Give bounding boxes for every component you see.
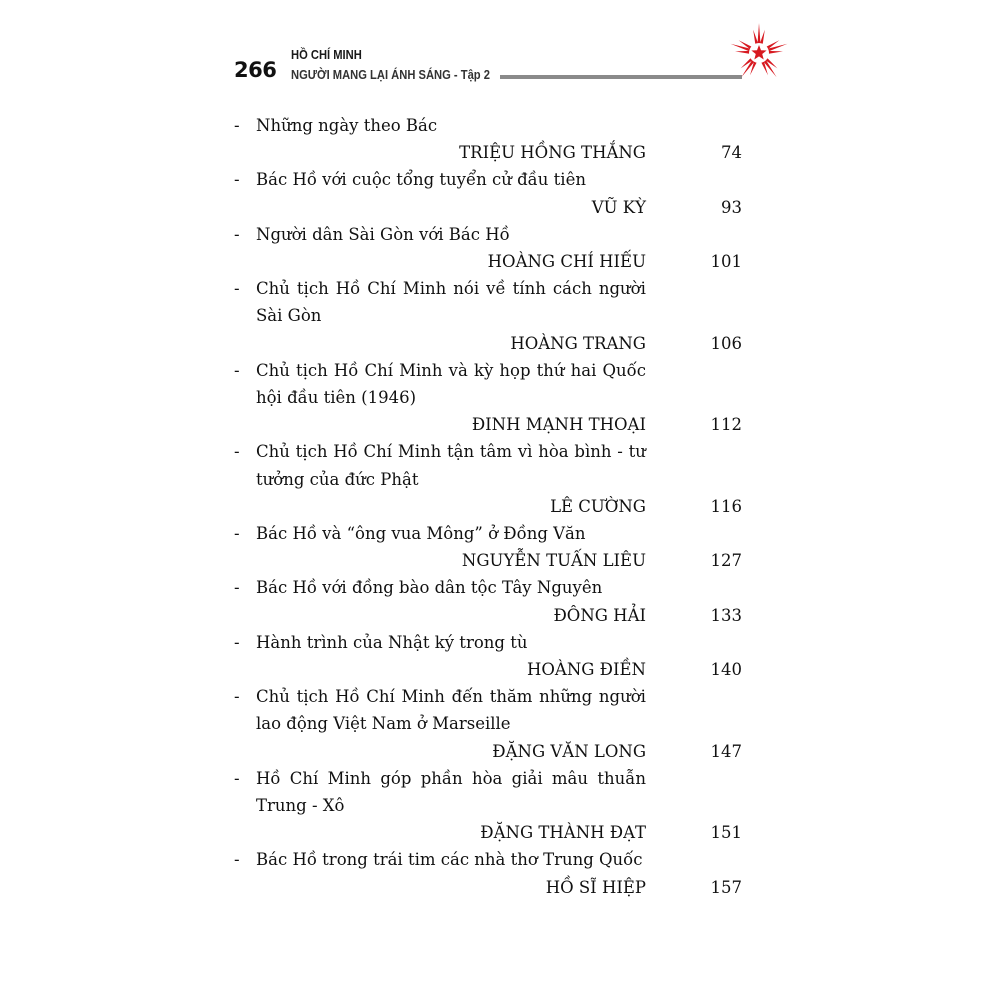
toc-title-word: Chủ xyxy=(256,360,290,380)
toc-entry-author: HOÀNG ĐIỀN xyxy=(526,660,646,679)
toc-title-word: Chí xyxy=(363,442,393,462)
toc-title-word: Hồ xyxy=(333,442,358,462)
toc-entry-page: 106 xyxy=(710,333,742,353)
toc-title-word: Chí xyxy=(367,279,396,299)
toc-entry-author: ĐẶNG VĂN LONG xyxy=(492,741,646,761)
toc-title-word: Chủ xyxy=(256,442,290,462)
toc-title-word: Hồ xyxy=(335,279,361,299)
toc-entry-title xyxy=(256,361,646,381)
toc-title-word: Chí xyxy=(364,360,394,380)
toc-title-word: họp xyxy=(499,360,531,380)
toc-title-word: - xyxy=(617,442,623,462)
toc-title-word: Chí xyxy=(289,768,319,788)
toc-bullet: - xyxy=(234,170,240,190)
toc-bullet: - xyxy=(234,632,240,652)
toc-entry-title: lao động Việt Nam ở Marseille xyxy=(256,714,511,734)
toc-entry-title: tưởng của đức Phật xyxy=(256,469,419,489)
toc-entry-page: 133 xyxy=(710,605,742,625)
toc-title-word: thứ xyxy=(536,360,565,380)
toc-title-word: tịch xyxy=(296,360,328,380)
toc-entry-title xyxy=(256,279,646,299)
toc-title-word: tận xyxy=(447,442,475,462)
toc-entry-author: NGUYỄN TUẤN LIÊU xyxy=(461,551,646,571)
toc-entry-title: Những ngày theo Bác xyxy=(256,116,438,135)
toc-bullet: - xyxy=(234,224,240,244)
toc-title-word: Minh xyxy=(327,768,372,788)
toc-entry-author: TRIỆU HỒNG THẮNG xyxy=(459,143,646,163)
toc-title-word: mâu xyxy=(551,768,589,788)
toc-title-word: thuẫn xyxy=(597,768,646,788)
toc-title-word: Minh xyxy=(397,442,442,462)
toc-entry-author: HOÀNG TRANG xyxy=(510,333,646,353)
toc-title-word: kỳ xyxy=(473,360,494,380)
toc-title-word: góp xyxy=(380,768,412,788)
toc-entry-page: 116 xyxy=(710,496,742,516)
toc-title-word: cách xyxy=(552,279,592,299)
toc-entry-page: 157 xyxy=(710,877,742,897)
toc-title-word: tư xyxy=(628,442,646,462)
toc-entry-page: 93 xyxy=(721,197,742,217)
toc-title-word: người xyxy=(598,687,646,707)
toc-title-word: Chí xyxy=(366,687,395,707)
toc-bullet: - xyxy=(234,442,240,462)
toc-title-word: bình xyxy=(574,442,612,462)
toc-bullet: - xyxy=(234,360,240,380)
toc-bullet: - xyxy=(234,687,240,707)
toc-title-word: người xyxy=(598,279,646,299)
book-subtitle: NGƯỜI MANG LẠI ÁNH SÁNG - Tập 2 xyxy=(291,67,490,82)
toc-title-word: vì xyxy=(517,442,533,462)
page-number: 266 xyxy=(234,58,277,82)
toc-entry-title: Hành trình của Nhật ký trong tù xyxy=(256,632,528,652)
toc-entry-title: Người dân Sài Gòn với Bác Hồ xyxy=(256,224,510,244)
toc-entry-author: LÊ CƯỜNG xyxy=(550,496,646,516)
toc-entry-page: 127 xyxy=(710,551,742,571)
toc-title-word: Chủ xyxy=(256,687,290,707)
toc-entry-page: 112 xyxy=(710,415,742,435)
toc-entry-title: Bác Hồ và “ông vua Mông” ở Đồng Văn xyxy=(256,524,586,543)
toc-title-word: thăm xyxy=(489,687,533,707)
toc-title-word: Hồ xyxy=(256,768,281,788)
toc-title-word: tịch xyxy=(295,442,328,462)
toc-entry-title: Trung - Xô xyxy=(256,796,345,815)
book-title: HỒ CHÍ MINH xyxy=(291,47,362,62)
toc-bullet: - xyxy=(234,116,240,135)
toc-title-word: tịch xyxy=(296,687,329,707)
toc-title-word: Hồ xyxy=(335,687,360,707)
toc-bullet: - xyxy=(234,768,240,788)
toc-entry-page: 140 xyxy=(710,660,742,679)
toc-bullet: - xyxy=(234,850,240,870)
toc-title-word: Quốc xyxy=(602,360,646,380)
toc-entry-author: ĐINH MẠNH THOẠI xyxy=(471,415,646,435)
toc-title-word: nói xyxy=(453,279,480,299)
toc-title-word: những xyxy=(539,687,593,707)
toc-entry-title: Sài Gòn xyxy=(256,306,322,326)
toc-title-word: đến xyxy=(451,687,483,707)
toc-bullet: - xyxy=(234,279,240,299)
toc-title-word: Hồ xyxy=(333,360,359,380)
toc-bullet: - xyxy=(234,578,240,598)
toc-entry-title: Bác Hồ với cuộc tổng tuyển cử đầu tiên xyxy=(256,170,586,190)
toc-title-word: Minh xyxy=(402,279,447,299)
toc-title-word: và xyxy=(448,360,468,380)
toc-title-word: tính xyxy=(512,279,546,299)
toc-bullet: - xyxy=(234,524,240,543)
toc-entry-author: HỒ SĨ HIỆP xyxy=(545,877,646,897)
toc-entry-page: 101 xyxy=(710,252,742,271)
toc-title-word: hòa xyxy=(538,442,569,462)
toc-entry-author: HOÀNG CHÍ HIẾU xyxy=(487,252,646,271)
toc-entry-title xyxy=(256,769,646,789)
toc-entry-title: Bác Hồ với đồng bào dân tộc Tây Nguyên xyxy=(256,578,603,598)
toc-title-word: giải xyxy=(511,768,543,788)
toc-title-word: tịch xyxy=(296,279,329,299)
toc-entry-title: hội đầu tiên (1946) xyxy=(256,388,417,407)
toc-entry-author: ĐÔNG HẢI xyxy=(553,605,646,625)
toc-title-word: về xyxy=(486,279,506,299)
toc-entry-page: 74 xyxy=(721,143,742,163)
toc-title-word: hai xyxy=(570,360,597,380)
toc-title-word: phần xyxy=(420,768,463,788)
toc-entry-author: VŨ KỲ xyxy=(591,197,646,217)
toc-entry-page: 147 xyxy=(710,741,742,761)
toc-title-word: Minh xyxy=(401,687,445,707)
toc-entry-page: 151 xyxy=(710,823,742,843)
toc-entry-author: ĐẶNG THÀNH ĐẠT xyxy=(480,823,646,843)
toc-entry-title xyxy=(256,442,646,462)
toc-title-word: Chủ xyxy=(256,279,290,299)
toc-entry-title xyxy=(256,687,646,707)
toc-entry-title: Bác Hồ trong trái tim các nhà thơ Trung Quốc xyxy=(256,850,643,870)
toc-title-word: Minh xyxy=(399,360,443,380)
toc-title-word: tâm xyxy=(479,442,513,462)
toc-title-word: hòa xyxy=(471,768,503,788)
